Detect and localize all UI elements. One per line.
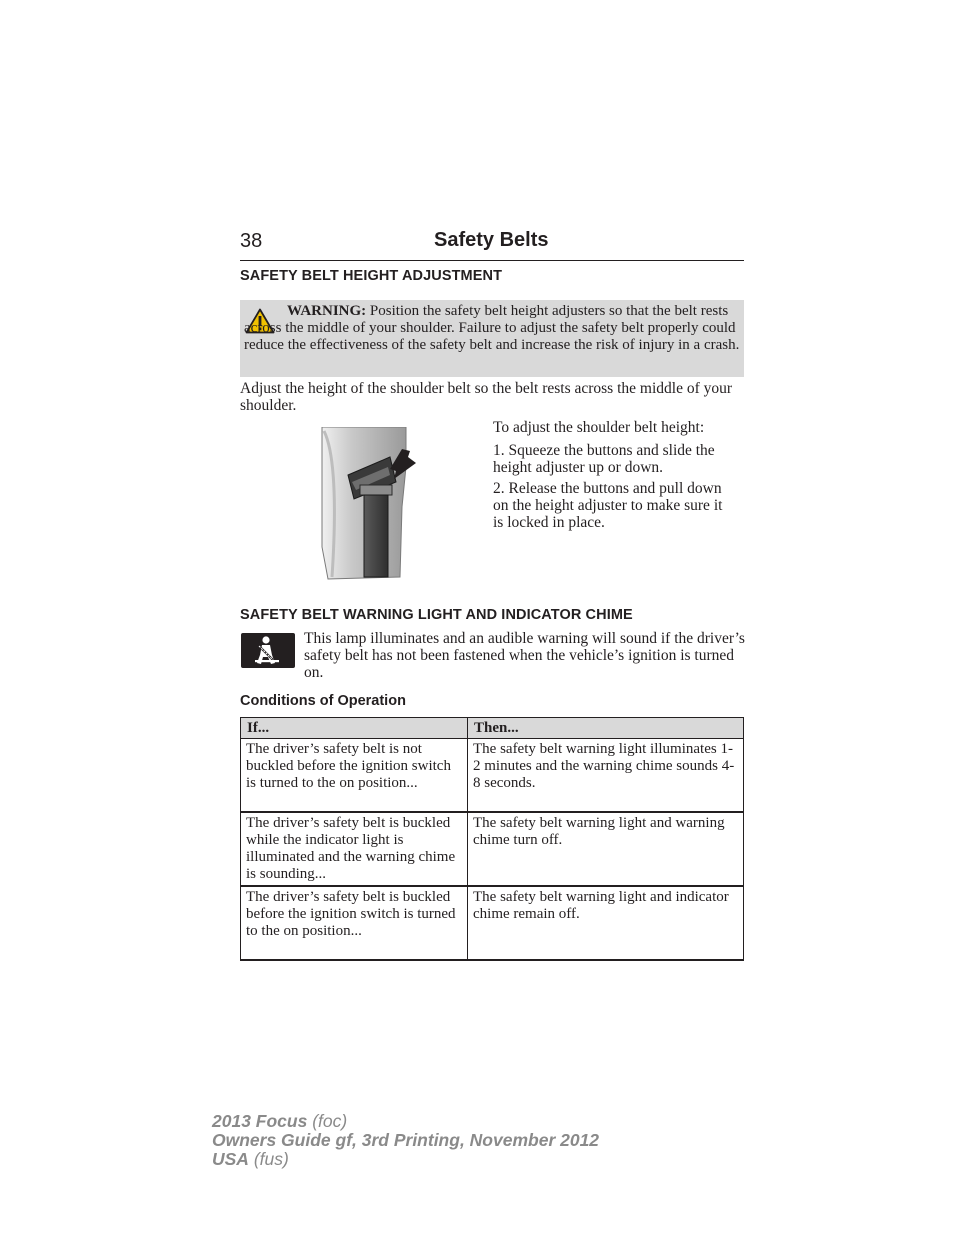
footer-model-code: (foc): [312, 1111, 348, 1131]
warning-label: WARNING:: [287, 303, 367, 319]
page-footer: [212, 1112, 599, 1169]
section-heading-height-adjustment: SAFETY BELT HEIGHT ADJUSTMENT: [240, 268, 503, 284]
table-row: [241, 739, 744, 813]
footer-region-code: (fus): [253, 1149, 289, 1169]
table-header-row: [241, 718, 744, 739]
steps-intro: To adjust the shoulder belt height:: [493, 419, 705, 436]
section-heading-warning-light: SAFETY BELT WARNING LIGHT AND INDICATOR CHIME: [240, 607, 633, 623]
step-1: 1. Squeeze the buttons and slide the height adjuster up or down.: [493, 442, 715, 476]
footer-line-region: [212, 1150, 599, 1169]
warning-text: [244, 303, 740, 354]
footer-guide: Owners Guide gf, 3rd Printing, November 2012: [212, 1130, 600, 1150]
table-row: [241, 886, 744, 960]
page-number: 38: [240, 230, 263, 252]
warning-box: [240, 300, 744, 377]
page-title: Safety Belts: [434, 229, 549, 251]
column-header-then: Then...: [468, 718, 744, 739]
table-row: [241, 812, 744, 886]
footer-model: 2013 Focus: [212, 1111, 308, 1131]
warning-light-description: This lamp illuminates and an audible warning will sound if the driver’s safety belt has not been fastened when the vehicle’s ignition is turned on.: [304, 630, 745, 681]
table-cell-if: The driver’s safety belt is buckled before the ignition switch is turned to the on position...: [241, 886, 468, 960]
table-cell-if: The driver’s safety belt is not buckled before the ignition switch is turned to the on position...: [241, 739, 468, 813]
seatbelt-warning-lamp-icon: [241, 633, 295, 668]
table-cell-then: The safety belt warning light and indicator chime remain off.: [468, 886, 744, 960]
footer-line-model: [212, 1112, 599, 1131]
table-cell-then: The safety belt warning light illuminates 1-2 minutes and the warning chime sounds 4-8 seconds.: [468, 739, 744, 813]
footer-region: USA: [212, 1149, 249, 1169]
conditions-table: [240, 717, 744, 961]
conditions-heading: Conditions of Operation: [240, 693, 406, 709]
belt-height-adjuster-illustration: [318, 427, 418, 582]
table-cell-if: The driver’s safety belt is buckled while the indicator light is illuminated and the warning chime is sounding...: [241, 812, 468, 886]
step-2: 2. Release the buttons and pull down on the height adjuster to make sure it is locked in place.: [493, 480, 723, 531]
intro-paragraph: Adjust the height of the shoulder belt so the belt rests across the middle of your shoulder.: [240, 380, 733, 414]
column-header-if: If...: [241, 718, 468, 739]
table-cell-then: The safety belt warning light and warning chime turn off.: [468, 812, 744, 886]
warning-body: Position the safety belt height adjusters so that the belt rests across the middle of your shoulder. Failure to adjust the safety belt properly could reduce the effectiveness of the safety belt and increase the risk of injury in a crash.: [244, 303, 740, 353]
page-header: [240, 228, 744, 261]
